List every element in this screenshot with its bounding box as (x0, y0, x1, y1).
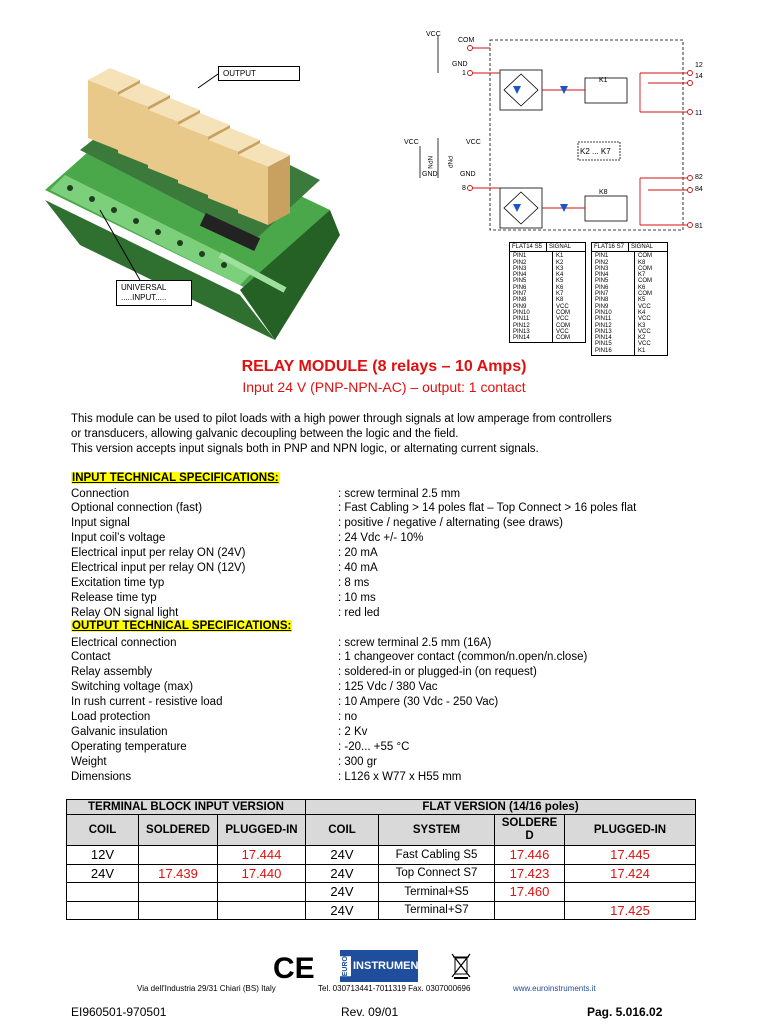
table-cell: 17.439 (139, 864, 218, 883)
pin-label: PIN8 (595, 297, 609, 304)
pin-label: PIN1 (595, 253, 609, 260)
column-header: PLUGGED-IN (218, 815, 306, 846)
flat16-header-signal: SIGNAL (631, 244, 654, 250)
schematic-diagram (400, 28, 710, 238)
signal-label: K7 (556, 291, 564, 298)
column-header: COIL (306, 815, 379, 846)
table-cell: 17.446 (495, 846, 565, 865)
brand-logo-instruments: INSTRUMENTS (353, 960, 433, 972)
spec-key: Switching voltage (max) (71, 681, 194, 694)
brand-logo (340, 950, 433, 982)
spec-value: : 125 Vdc / 380 Vac (338, 681, 438, 694)
spec-value: : L126 x W77 x H55 mm (338, 770, 462, 783)
table-cell (67, 901, 139, 920)
flat16-signals (635, 252, 655, 355)
pin-label: PIN6 (513, 284, 527, 291)
table-cell: 17.445 (565, 846, 696, 865)
table-cell (218, 883, 306, 902)
label-vcc-top: VCC (426, 31, 441, 38)
spec-row (71, 695, 587, 710)
group-header-terminal: TERMINAL BLOCK INPUT VERSION (67, 800, 306, 815)
pin-label: PIN5 (513, 278, 527, 285)
table-cell: 24V (306, 846, 379, 865)
brand-logo-euro: EURO (342, 955, 349, 977)
pin-label: PIN12 (513, 322, 530, 329)
spec-value: : 8 ms (338, 576, 370, 589)
spec-key: In rush current - resistive load (71, 696, 223, 709)
spec-key: Relay ON signal light (71, 606, 179, 619)
signal-label: K4 (556, 272, 564, 279)
table-row (67, 883, 696, 902)
column-header: COIL (67, 815, 139, 846)
signal-label: K6 (638, 284, 646, 291)
spec-key: Release time typ (71, 591, 157, 604)
pin-label: PIN2 (595, 259, 609, 266)
table-cell (139, 846, 218, 865)
spec-key: Connection (71, 487, 130, 500)
spec-key: Dimensions (71, 770, 132, 783)
pin-label: PIN15 (595, 341, 612, 348)
pin-label: PIN11 (513, 316, 530, 323)
signal-label: K3 (556, 265, 564, 272)
order-code-table (66, 799, 696, 920)
pin-label: PIN9 (595, 303, 609, 310)
pin-label: PIN3 (595, 265, 609, 272)
spec-key: Electrical input per relay ON (24V) (71, 547, 246, 560)
table-cell: 17.423 (495, 864, 565, 883)
intro-line: This version accepts input signals both in PNP and NPN logic, or alternating current signals. (71, 443, 539, 455)
input-specs-list (71, 487, 636, 621)
label-vcc-npn: VCC (404, 139, 419, 146)
table-cell: 17.425 (565, 901, 696, 920)
table-cell (67, 883, 139, 902)
pin-label: PIN1 (513, 253, 527, 260)
spec-value: : screw terminal 2.5 mm (16A) (338, 636, 492, 649)
label-t81: 81 (695, 223, 703, 230)
table-cell: Top Connect S7 (379, 864, 495, 883)
signal-label: VCC (556, 303, 569, 310)
spec-value: : screw terminal 2.5 mm (338, 487, 461, 500)
spec-key: Contact (71, 651, 111, 664)
column-header: SYSTEM (379, 815, 495, 846)
spec-row (71, 755, 587, 770)
spec-row (71, 680, 587, 695)
spec-key: Optional connection (fast) (71, 502, 203, 515)
flat14-pins (510, 252, 553, 342)
spec-value: : -20... +55 °C (338, 740, 410, 753)
signal-label: K7 (638, 272, 646, 279)
label-k2-k7: K2 ... K7 (580, 147, 611, 156)
label-npn: NPN (426, 156, 432, 169)
signal-label: COM (638, 253, 652, 260)
signal-label: COM (556, 322, 570, 329)
pin-label: PIN9 (513, 303, 527, 310)
intro-line: or transducers, allowing galvanic decoupling between the logic and the field. (71, 428, 459, 440)
signal-label: COM (638, 265, 652, 272)
signal-label: VCC (638, 316, 651, 323)
signal-label: COM (556, 309, 570, 316)
pin-label: PIN11 (595, 316, 612, 323)
table-cell: 24V (67, 864, 139, 883)
pin-label: PIN12 (595, 322, 612, 329)
signal-label: VCC (638, 328, 651, 335)
signal-label: K4 (638, 309, 646, 316)
label-t84: 84 (695, 186, 703, 193)
label-com: COM (458, 37, 475, 44)
flat16-pins (592, 252, 635, 355)
label-gnd-npn: GND (422, 171, 438, 178)
spec-key: Input signal (71, 517, 130, 530)
pin-label: PIN2 (513, 259, 527, 266)
table-cell: 12V (67, 846, 139, 865)
pin-label: PIN14 (595, 335, 612, 342)
column-header-row (67, 815, 696, 846)
table-cell: 17.460 (495, 883, 565, 902)
table-cell: 24V (306, 864, 379, 883)
spec-key: Input coil’s voltage (71, 532, 166, 545)
spec-row (71, 531, 636, 546)
spec-key: Weight (71, 755, 107, 768)
table-cell (495, 901, 565, 920)
pin-label: PIN7 (513, 291, 527, 298)
pin-label: PIN10 (513, 309, 530, 316)
revision: Rev. 09/01 (341, 1005, 399, 1019)
spec-value: : 20 mA (338, 547, 378, 560)
spec-key: Relay assembly (71, 666, 153, 679)
table-cell: 24V (306, 883, 379, 902)
signal-label: K1 (638, 347, 646, 354)
table-row (67, 846, 696, 865)
ce-mark (273, 952, 315, 986)
signal-label: COM (638, 291, 652, 298)
label-in8: 8 (462, 185, 466, 192)
spec-row (71, 665, 587, 680)
spec-key: Operating temperature (71, 740, 187, 753)
pin-label: PIN4 (595, 272, 609, 279)
callout-input-line2: .....INPUT..... (121, 293, 167, 302)
signal-label: VCC (556, 316, 569, 323)
flat14-header-pin: FLAT14 S5 (510, 243, 547, 251)
footer-address: Via dell'Industria 29/31 Chiari (BS) Italy (137, 984, 276, 993)
signal-label: COM (638, 278, 652, 285)
label-gnd-top: GND (452, 61, 468, 68)
signal-label: VCC (638, 341, 651, 348)
pin-label: PIN10 (595, 309, 612, 316)
spec-value: : 2 Kv (338, 725, 368, 738)
table-cell: 24V (306, 901, 379, 920)
pin-label: PIN13 (513, 328, 530, 335)
table-cell (139, 883, 218, 902)
table-cell (218, 901, 306, 920)
order-table-body (67, 846, 696, 920)
page-number: Pag. 5.016.02 (587, 1005, 663, 1019)
signal-label: K5 (556, 278, 564, 285)
spec-key: Galvanic insulation (71, 725, 168, 738)
spec-key: Excitation time typ (71, 576, 165, 589)
signal-label: VCC (556, 328, 569, 335)
spec-value: : 10 ms (338, 591, 376, 604)
flat14-signals (553, 252, 573, 342)
spec-key: Electrical input per relay ON (12V) (71, 561, 246, 574)
column-header: SOLDERED (139, 815, 218, 846)
spec-value: : 40 mA (338, 561, 378, 574)
pin-label: PIN16 (595, 347, 612, 354)
signal-label: COM (556, 335, 570, 342)
intro-line: This module can be used to pilot loads with a high power through signals at low amperage from controllers (71, 413, 612, 425)
spec-value: : positive / negative / alternating (see draws) (338, 517, 564, 530)
signal-label: K1 (556, 253, 564, 260)
output-specs-heading: OUTPUT TECHNICAL SPECIFICATIONS: (72, 620, 292, 632)
callout-input-line1: UNIVERSAL (121, 283, 167, 292)
footer-website[interactable]: www.euroinstruments.it (513, 984, 596, 993)
output-specs-list (71, 636, 587, 785)
signal-label: VCC (638, 303, 651, 310)
spec-row (71, 516, 636, 531)
flat16-pin-table (591, 242, 668, 356)
spec-value: : Fast Cabling > 14 poles flat – Top Connect > 16 poles flat (338, 502, 637, 515)
spec-value: : 24 Vdc +/- 10% (338, 532, 424, 545)
column-header: SOLDERE D (495, 815, 565, 846)
table-row (67, 864, 696, 883)
signal-label: K3 (638, 322, 646, 329)
spec-row (71, 770, 587, 785)
spec-row (71, 591, 636, 606)
relay-schematic (400, 28, 710, 238)
label-vcc-pnp: VCC (466, 139, 481, 146)
spec-value: : soldered-in or plugged-in (on request) (338, 666, 537, 679)
spec-row (71, 710, 587, 725)
product-photo (40, 40, 370, 345)
spec-row (71, 501, 636, 516)
spec-value: : 10 Ampere (30 Vdc - 250 Vac) (338, 696, 499, 709)
table-cell: Fast Cabling S5 (379, 846, 495, 865)
label-t14: 14 (695, 73, 703, 80)
column-header: PLUGGED-IN (565, 815, 696, 846)
table-cell (565, 883, 696, 902)
label-t12: 12 (695, 62, 703, 69)
spec-value: : 1 changeover contact (common/n.open/n.close) (338, 651, 588, 664)
spec-row (71, 576, 636, 591)
spec-row (71, 725, 587, 740)
pin-label: PIN3 (513, 265, 527, 272)
group-header-flat: FLAT VERSION (14/16 poles) (306, 800, 696, 815)
flat16-header-pin: FLAT16 S7 (592, 243, 629, 251)
doc-code: EI960501-970501 (71, 1005, 167, 1019)
signal-label: K2 (556, 259, 564, 266)
spec-row (71, 636, 587, 651)
table-cell (139, 901, 218, 920)
table-cell: Terminal+S7 (379, 901, 495, 920)
intro-paragraph (71, 412, 731, 457)
label-in1: 1 (462, 70, 466, 77)
pin-label: PIN6 (595, 284, 609, 291)
label-t82: 82 (695, 174, 703, 181)
weee-bin-icon (450, 952, 472, 985)
table-cell: 17.444 (218, 846, 306, 865)
spec-value: : 300 gr (338, 755, 377, 768)
spec-row (71, 740, 587, 755)
signal-label: K8 (638, 259, 646, 266)
flat14-pin-table (509, 242, 586, 343)
spec-row (71, 546, 636, 561)
spec-row (71, 650, 587, 665)
callout-lines (40, 40, 370, 345)
label-gnd-pnp: GND (460, 171, 476, 178)
pin-label: PIN7 (595, 291, 609, 298)
pin-label: PIN5 (595, 278, 609, 285)
page-title: RELAY MODULE (8 relays – 10 Amps) (241, 358, 527, 375)
callout-output: OUTPUT (218, 66, 300, 81)
label-k1: K1 (599, 77, 608, 84)
spec-value: : no (338, 710, 358, 723)
pin-label: PIN8 (513, 297, 527, 304)
spec-value: : red led (338, 606, 380, 619)
spec-row (71, 606, 636, 621)
page-subtitle: Input 24 V (PNP-NPN-AC) – output: 1 contact (242, 379, 526, 395)
spec-key: Load protection (71, 710, 151, 723)
pin-label: PIN14 (513, 335, 530, 342)
table-cell: Terminal+S5 (379, 883, 495, 902)
signal-label: K5 (638, 297, 646, 304)
table-row (67, 901, 696, 920)
ce-mark-text: CE (273, 952, 315, 985)
spec-row (71, 561, 636, 576)
pin-label: PIN13 (595, 328, 612, 335)
signal-label: K8 (556, 297, 564, 304)
table-cell: 17.440 (218, 864, 306, 883)
flat14-header-signal: SIGNAL (549, 244, 572, 250)
footer-phone: Tel. 030713441-7011319 Fax. 0307000696 (318, 984, 471, 993)
table-cell: 17.424 (565, 864, 696, 883)
label-t11: 11 (695, 110, 703, 117)
spec-row (71, 487, 636, 502)
pin-label: PIN4 (513, 272, 527, 279)
signal-label: K2 (638, 335, 646, 342)
spec-key: Electrical connection (71, 636, 177, 649)
label-k8: K8 (599, 189, 608, 196)
signal-label: K6 (556, 284, 564, 291)
input-specs-heading: INPUT TECHNICAL SPECIFICATIONS: (72, 472, 279, 484)
label-pnp: PNP (446, 156, 452, 169)
